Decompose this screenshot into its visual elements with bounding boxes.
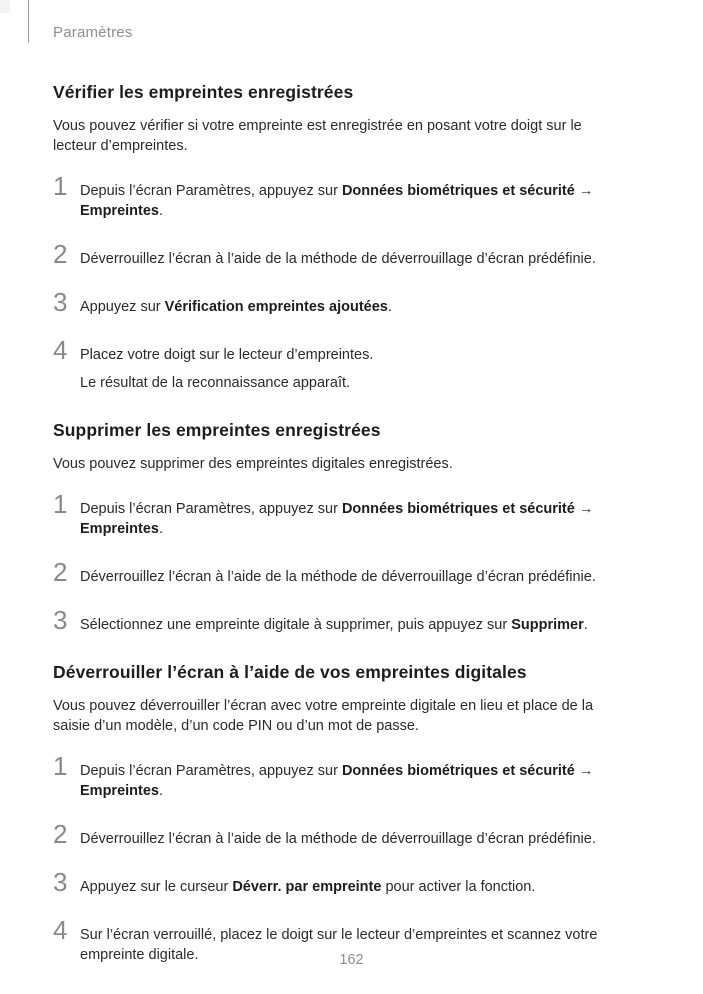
step-number: 3 [53,867,68,897]
step-item [53,607,627,635]
section-intro: Vous pouvez déverrouiller l’écran avec votre empreinte digitale en lieu et place de la saisie d’un modèle, d’un code PIN ou d’un mot de passe. [53,698,594,734]
section-heading: Supprimer les empreintes enregistrées [53,420,381,440]
step-number: 1 [53,751,68,781]
section-intro: Vous pouvez vérifier si votre empreinte est enregistrée en posant votre doigt sur le lecteur d’empreintes. [53,118,582,154]
step-number: 1 [53,171,68,201]
step-number: 1 [53,489,68,519]
step-number: 4 [53,915,68,945]
step-result-text: Le résultat de la reconnaissance apparaît. [80,375,351,391]
page-content [53,82,627,985]
header-rule [28,0,29,43]
step-number: 2 [53,239,68,269]
step-item [53,173,627,221]
section-heading: Déverrouiller l’écran à l’aide de vos empreintes digitales [53,662,527,682]
step-item [53,869,627,897]
step-item [53,289,627,317]
step-item [53,491,627,539]
section-heading: Vérifier les empreintes enregistrées [53,82,354,102]
step-item [53,753,627,801]
step-text: Sélectionnez une empreinte digitale à supprimer, puis appuyez sur Supprimer. [80,617,588,633]
section-intro: Vous pouvez supprimer des empreintes digitales enregistrées. [53,456,453,472]
step-text: Déverrouillez l’écran à l’aide de la méthode de déverrouillage d’écran prédéfinie. [80,831,596,847]
step-text: Déverrouillez l’écran à l’aide de la méthode de déverrouillage d’écran prédéfinie. [80,569,596,585]
step-number: 2 [53,557,68,587]
step-text: Appuyez sur le curseur Déverr. par empreinte pour activer la fonction. [80,879,536,895]
section [53,662,627,965]
step-number: 3 [53,605,68,635]
step-text: Sur l’écran verrouillé, placez le doigt sur le lecteur d’empreintes et scannez votre empreinte digitale. [80,927,598,963]
step-text: Appuyez sur Vérification empreintes ajoutées. [80,299,392,315]
step-number: 4 [53,335,68,365]
step-number: 3 [53,287,68,317]
step-item [53,559,627,587]
step-number: 2 [53,819,68,849]
running-header: Paramètres [53,24,133,41]
step-item [53,241,627,269]
step-item [53,337,627,393]
section [53,420,627,635]
step-text: Déverrouillez l’écran à l’aide de la méthode de déverrouillage d’écran prédéfinie. [80,251,596,267]
page-number: 162 [339,952,364,968]
step-text: Placez votre doigt sur le lecteur d’empreintes. Le résultat de la reconnaissance apparaît. [80,345,627,393]
step-text: Depuis l’écran Paramètres, appuyez sur Données biométriques et sécurité → Empreintes. [80,501,594,537]
corner-artifact [0,0,10,13]
step-text: Depuis l’écran Paramètres, appuyez sur Données biométriques et sécurité → Empreintes. [80,763,594,799]
step-item [53,821,627,849]
step-text: Depuis l’écran Paramètres, appuyez sur Données biométriques et sécurité → Empreintes. [80,183,594,219]
section [53,82,627,393]
